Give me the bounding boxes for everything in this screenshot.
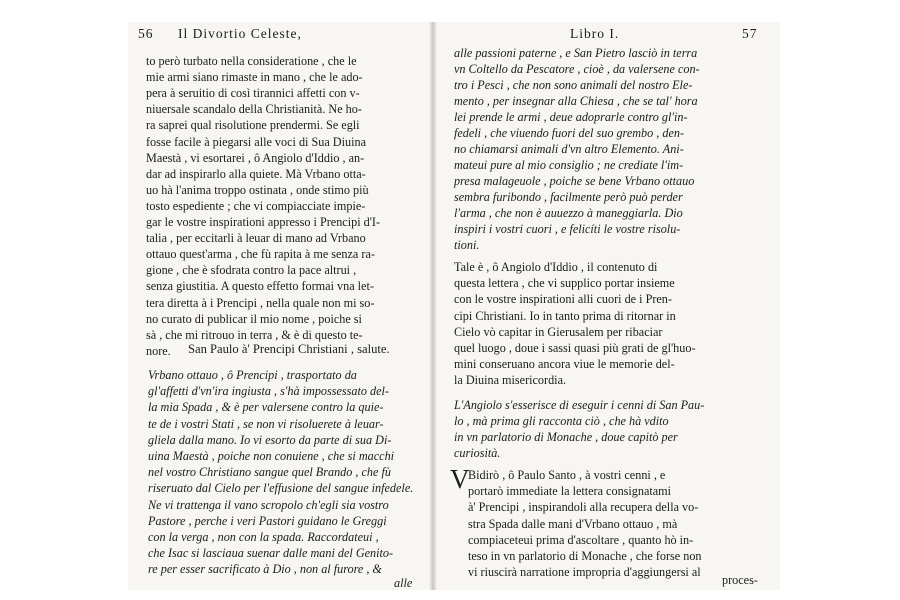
text-line: inspiri i vostri cuori , e felicíti le vostre risolu-	[454, 222, 681, 236]
text-line: no chiamarsi animali d'vn altro Elemento. Ani-	[454, 142, 684, 156]
text-line: con le vostre inspirationi alli cuori de i Pren-	[454, 292, 672, 307]
text-line: gar le vostre inspirationi appresso i Prencipi d'I-	[146, 215, 381, 229]
text-line: mie armi siano rimaste in mano , che le ado-	[146, 70, 363, 85]
text-line: senza giustitia. A questo effetto formai vna let-	[146, 279, 374, 294]
text-line: fosse facile à piegarsi alle voci di Sua Diuina	[146, 134, 366, 149]
text-line: re per esser sacrificato à Dio , non al furore , &	[148, 562, 382, 577]
text-line: stra Spada dalle mani d'Vrbano ottauo , mà	[468, 516, 678, 531]
text-line: quel luogo , doue i sassi quasi più grati de gl'huo-	[454, 341, 696, 355]
text-line: ottauo quest'arma , che fù rapita à me senza ra-	[146, 247, 375, 262]
text-line: questa lettera , che vi supplico portar insieme	[454, 276, 675, 291]
text-line: à' Prencipi , inspirandoli alla recupera della vo-	[468, 500, 699, 515]
text-line: Tale è , ô Angiolo d'Iddio , il contenuto di	[454, 260, 658, 274]
text-line: gione , che è sfodrata contro la pace altrui ,	[146, 263, 357, 278]
text-line: gliela dalla mano. Io vi esorto da parte di sua Di-	[148, 432, 392, 447]
text-line: Maestà , vi esortarei , ô Angiolo d'Iddio , an-	[146, 150, 365, 165]
right-page	[440, 22, 780, 590]
catchword-left: alle	[394, 576, 413, 590]
text-line: tera diretta à i Prencipi , nella quale non mi so-	[146, 295, 375, 310]
text-line: l'arma , che non è auuezzo à maneggiarla. Dio	[454, 206, 683, 220]
text-line: pera à seruitio di così tirannici affetti con v-	[146, 86, 360, 101]
text-line: uo hà l'anima troppo ostinata , onde stimo più	[146, 182, 369, 197]
page-number-left: 56	[138, 26, 154, 41]
text-line: uina Maestà , poiche non conuiene , che si macchi	[148, 449, 395, 463]
text-line: mini conseruano ancora viue le memorie del-	[454, 357, 675, 372]
text-line: vi riuscirà narratione impropria d'aggiungersi al	[468, 565, 701, 580]
text-line: sà , che mi ritrouo in terra , & è di questo te-	[146, 327, 363, 342]
text-line: curiosità.	[454, 446, 501, 460]
text-line: tioni.	[454, 238, 480, 252]
text-line: nel vostro Christiano sangue quel Brando , che fù	[148, 465, 391, 480]
text-line: to però turbato nella consideratione , che le	[146, 54, 357, 68]
text-line: talia , per eccitarli à leuar di mano ad Vrbano	[146, 231, 366, 246]
text-line: teso in vn parlatorio di Monache , che forse non	[468, 549, 702, 563]
book-gutter	[429, 22, 437, 590]
text-line: la Diuina misericordia.	[454, 373, 567, 388]
running-title-left: Il Divortio Celeste,	[178, 26, 302, 41]
text-line: vn Coltello da Pescatore , cioè , da valersene con-	[454, 62, 700, 76]
text-line: presa malageuole , poiche se bene Vrbano ottauo	[454, 174, 695, 188]
text-line: Vrbano ottauo , ô Prencipi , trasportato da	[148, 368, 357, 382]
text-line: mento , per insegnar alla Chiesa , che se tal' hora	[454, 94, 698, 108]
catchword-right: proces-	[722, 573, 758, 587]
text-line: con la verga , non con la spada. Raccordateui ,	[148, 530, 379, 544]
text-line: Pastore , perche i veri Pastori guidano le Greggi	[148, 513, 387, 528]
text-line: L'Angiolo s'esserisce di eseguir i cenni di San Pau-	[454, 398, 705, 412]
text-line: fedeli , che viuendo fuori del suo grembo , den-	[454, 126, 685, 140]
book-spread	[128, 22, 780, 590]
text-line: in vn parlatorio di Monache , doue capitò per	[454, 430, 678, 444]
left-page	[128, 22, 428, 590]
text-line: lo , mà prima gli racconta ciò , che hà vdito	[454, 414, 669, 428]
text-line: la mia Spada , & è per valersene contro la quie-	[148, 400, 384, 415]
text-line: Cielo vò capitar in Gierusalem per ribaciar	[454, 324, 663, 339]
text-line: Ne vi trattenga il vano scropolo ch'egli sia vostro	[148, 497, 389, 512]
text-line: compiaceteui prima d'ascoltare , quanto hò in-	[468, 532, 694, 547]
text-line: che Isac si lasciaua suenar dalle mani del Genito-	[148, 546, 394, 561]
text-line: tosto espediente ; che vi compiacciate impie-	[146, 198, 366, 213]
text-line: cipi Christiani. Io in tanto prima di ritornar in	[454, 308, 676, 323]
text-line: lei prende le armi , deue adoprarle contro gl'in-	[454, 110, 688, 124]
text-line: mateui pure al mio consiglio ; ne crediate l'im-	[454, 158, 684, 172]
drop-cap: V	[450, 464, 470, 494]
text-line: nore.	[146, 343, 171, 358]
text-line: no curato di publicar il mio nome , poiche si	[146, 311, 362, 326]
text-line: Bidirò , ô Paulo Santo , à vostri cenni , e	[468, 468, 666, 482]
text-line: ra saprei qual risolutione prendermi. Se egli	[146, 118, 360, 133]
text-line: sembra furibondo , facilmente però può perder	[454, 190, 683, 204]
page-number-right: 57	[742, 26, 758, 41]
text-line: dar ad inspirarlo alla quiete. Mà Vrbano otta-	[146, 166, 366, 181]
text-line: portarò immediate la lettera consignatami	[468, 484, 672, 499]
text-line: gl'affetti d'vn'ira ingiusta , s'hà impossessato del-	[148, 384, 389, 399]
letter-heading: San Paulo à' Prencipi Christiani , salute.	[188, 342, 390, 356]
text-line: te de i vostri Stati , se non vi risoluerete à leuar-	[148, 416, 384, 431]
text-line: riseruato dal Cielo per l'effusione del sangue infedele.	[148, 481, 414, 496]
text-line: niuersale scandalo della Christianità. Ne ho-	[146, 102, 362, 117]
text-line: alle passioni paterne , e San Pietro lasciò in terra	[454, 46, 698, 60]
text-line: tro i Pesci , che non sono animali del nostro Ele-	[454, 78, 693, 92]
running-title-right: Libro I.	[570, 26, 620, 41]
